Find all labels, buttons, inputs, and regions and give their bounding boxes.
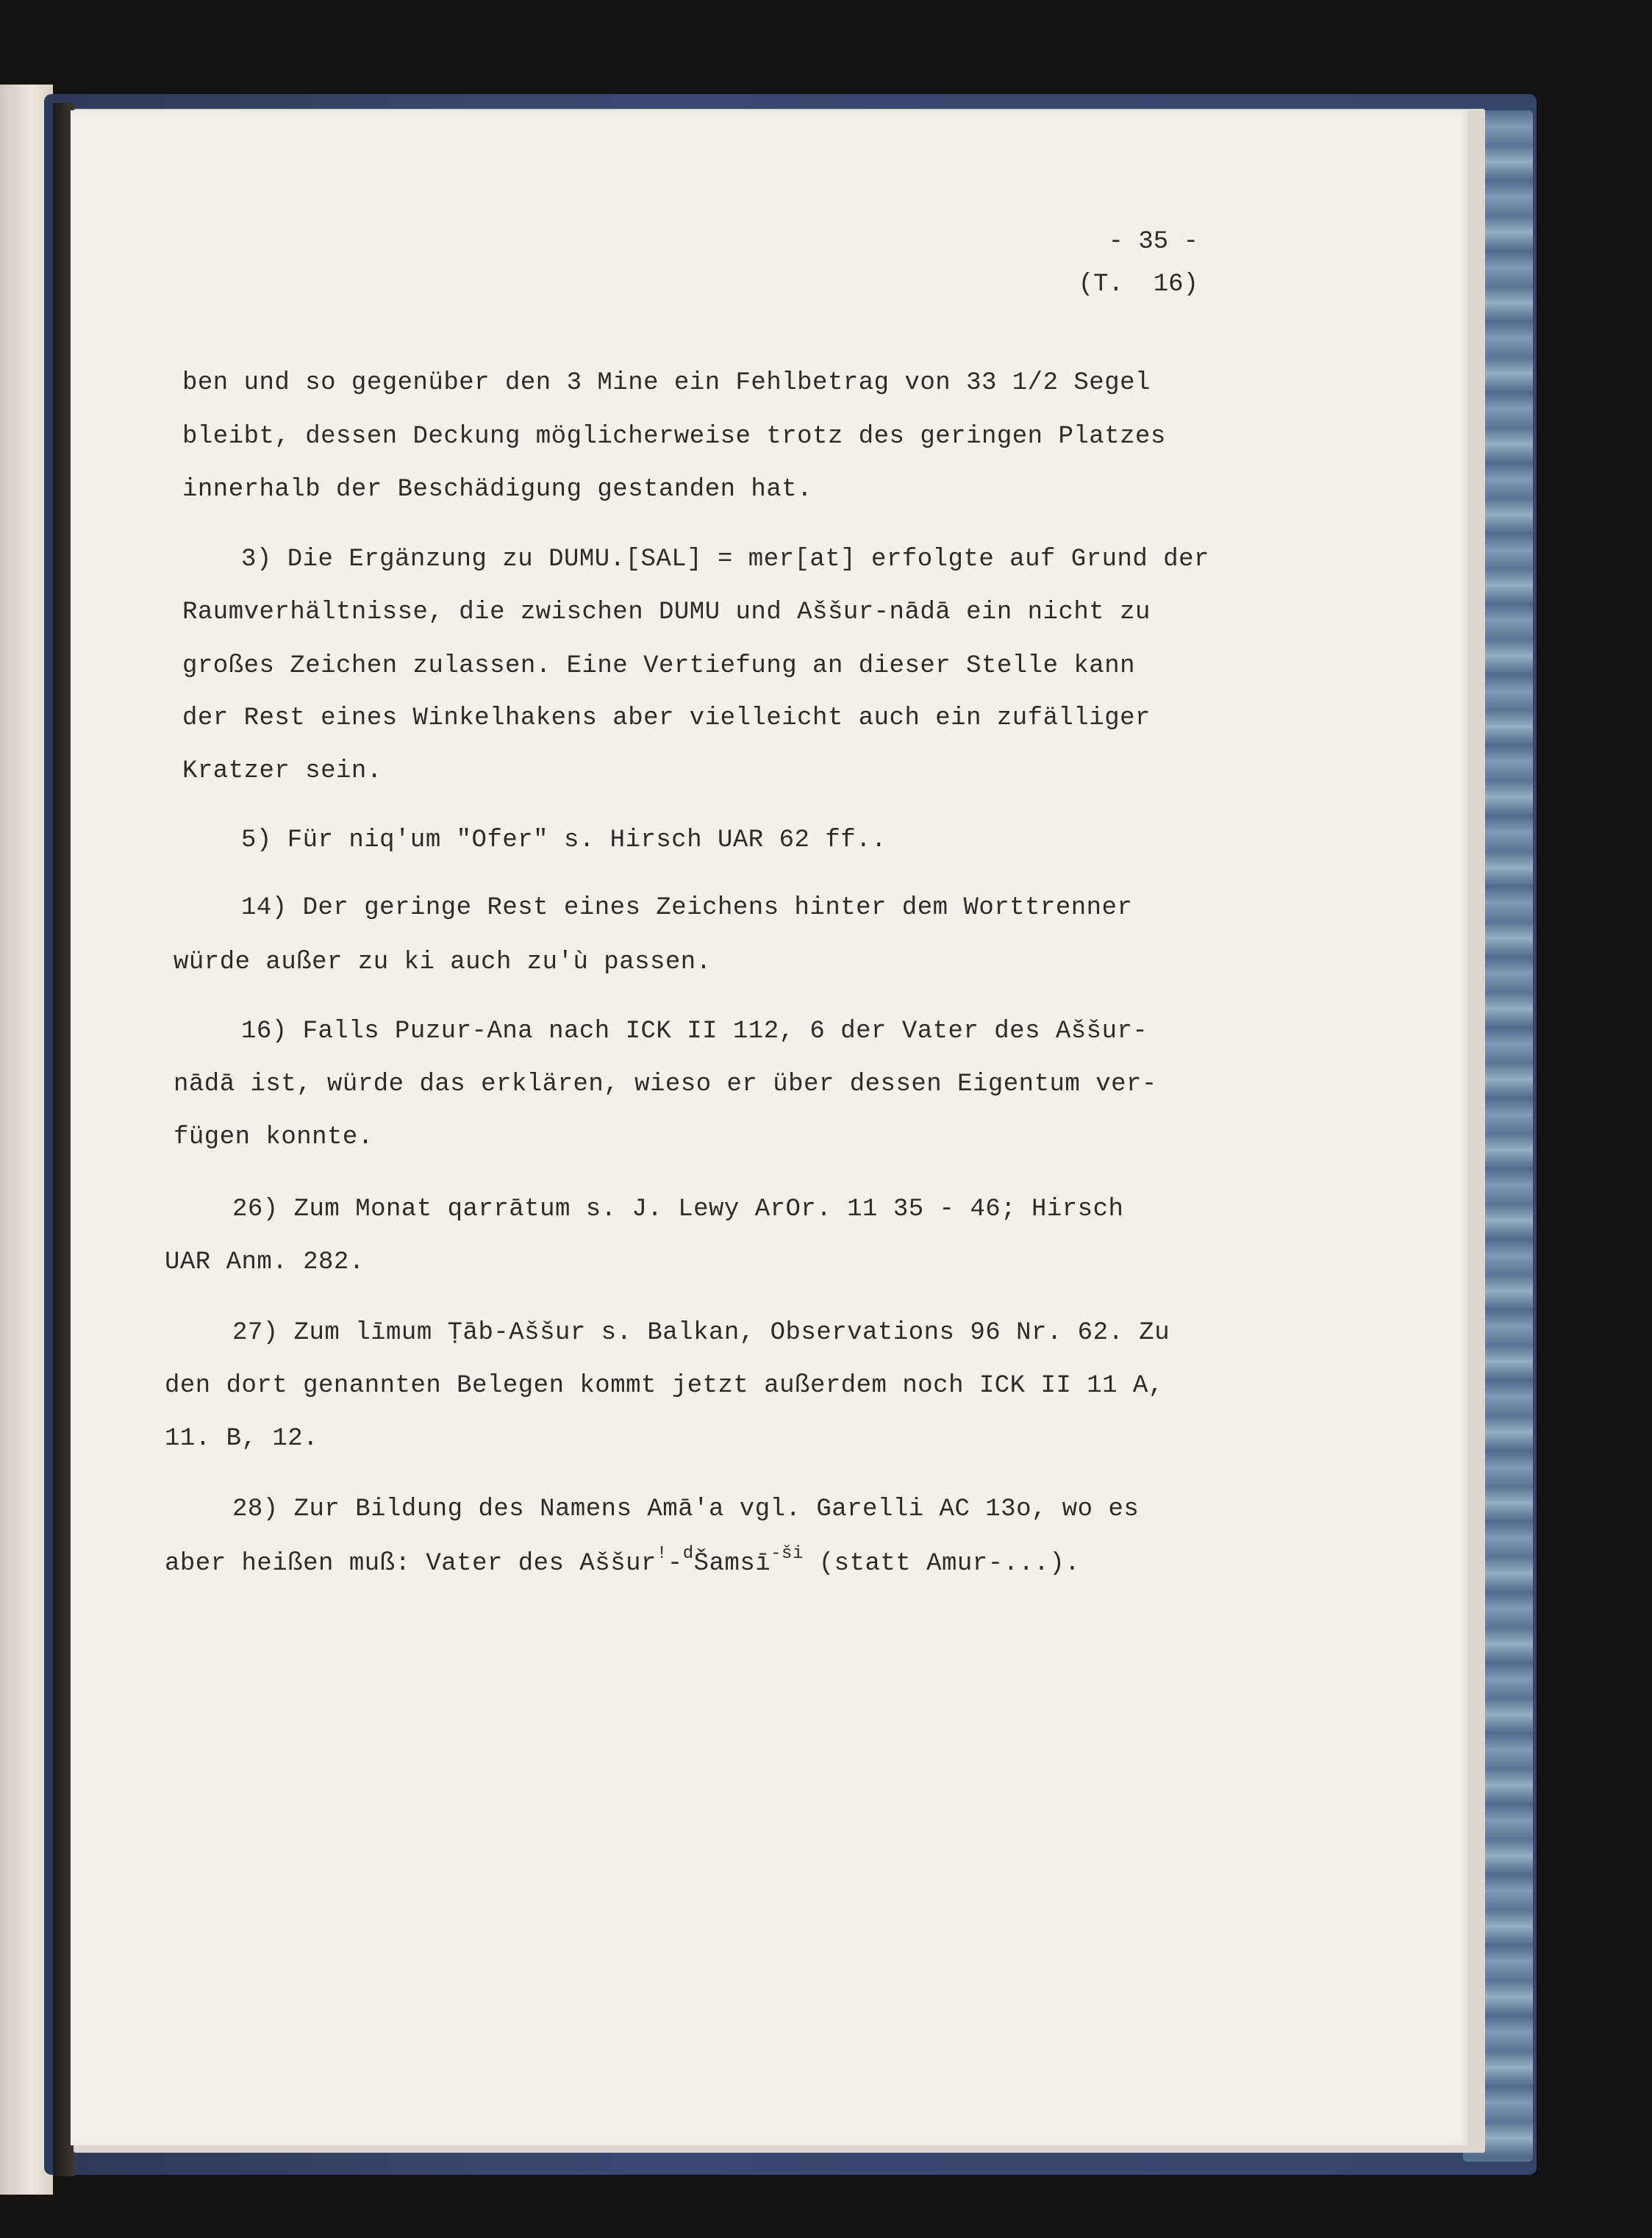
page-header <box>1079 221 1198 306</box>
text-line: der Rest eines Winkelhakens aber vielleicht auch ein zufälliger <box>182 704 1151 732</box>
text-segment: (statt Amur-...). <box>803 1550 1081 1578</box>
text-segment: aber heißen muß: Vater des Aššur <box>165 1550 657 1578</box>
text-line: 11. B, 12. <box>165 1425 319 1453</box>
text-line-last <box>165 1544 1081 1578</box>
text-line: Kratzer sein. <box>182 757 382 785</box>
document-page <box>71 110 1467 2145</box>
superscript-mark: ! <box>656 1544 668 1564</box>
note-16: 16) Falls Puzur-Ana nach ICK II 112, 6 der Vater des Aššur- <box>241 1018 1148 1045</box>
tablet-reference: (T. 16) <box>1078 271 1198 298</box>
note-26: 26) Zum Monat qarrātum s. J. Lewy ArOr. 11 35 - 46; Hirsch <box>232 1195 1124 1223</box>
text-line: UAR Anm. 282. <box>165 1248 365 1276</box>
text-line: Raumverhältnisse, die zwischen DUMU und Aššur-nādā ein nicht zu <box>182 598 1151 626</box>
superscript-determinative: d <box>682 1544 694 1564</box>
note-28: 28) Zur Bildung des Namens Amā'a vgl. Garelli AC 13o, wo es <box>232 1495 1140 1523</box>
text-line: würde außer zu ki auch zu'ù passen. <box>174 948 712 976</box>
page-number: - 35 - <box>1108 228 1198 256</box>
note-3: 3) Die Ergänzung zu DUMU.[SAL] = mer[at] erfolgte auf Grund der <box>241 546 1209 573</box>
text-segment: Šamsī <box>693 1550 771 1578</box>
text-line: nādā ist, würde das erklären, wieso er über dessen Eigentum ver- <box>174 1070 1157 1098</box>
note-14: 14) Der geringe Rest eines Zeichens hinter dem Worttrenner <box>241 894 1133 922</box>
text-segment: - <box>667 1550 683 1578</box>
text-line: den dort genannten Belegen kommt jetzt außerdem noch ICK II 11 A, <box>165 1372 1164 1400</box>
superscript-suffix: -ši <box>770 1544 804 1564</box>
text-line: großes Zeichen zulassen. Eine Vertiefung an dieser Stelle kann <box>182 652 1136 680</box>
text-line: fügen konnte. <box>174 1123 373 1151</box>
note-5: 5) Für niq'um "Ofer" s. Hirsch UAR 62 ff.. <box>241 826 887 854</box>
text-line: ben und so gegenüber den 3 Mine ein Fehlbetrag von 33 1/2 Segel <box>182 369 1151 397</box>
text-line: innerhalb der Beschädigung gestanden hat. <box>182 476 813 504</box>
note-27: 27) Zum līmum Ṭāb-Aššur s. Balkan, Observations 96 Nr. 62. Zu <box>232 1319 1170 1347</box>
text-line: bleibt, dessen Deckung möglicherweise trotz des geringen Platzes <box>182 423 1166 451</box>
